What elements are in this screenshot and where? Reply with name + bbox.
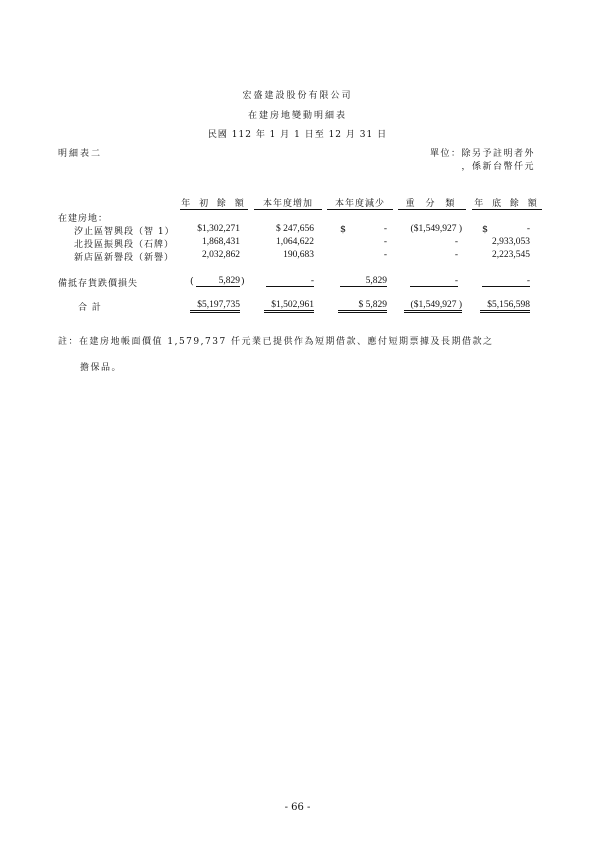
row-value: 2,933,053	[492, 237, 530, 247]
total-value: $5,156,598	[480, 300, 530, 313]
loss-value: 5,829	[340, 276, 387, 287]
loss-value: -	[266, 276, 314, 287]
row-value: -	[454, 237, 458, 247]
row-value: ($1,549,927 )	[410, 224, 462, 234]
col-header-decrease: 本年度減少	[327, 196, 393, 210]
footnote-line1: 註：在建房地帳面價值 1,579,737 仟元業已提供作為短期借款、應付短期票據及長期借款之	[58, 337, 494, 347]
loss-row-label: 備抵存貨跌價損失	[58, 279, 139, 289]
row-value-dollar: $	[482, 224, 489, 235]
total-value: $5,197,735	[190, 300, 240, 313]
footnote-line2: 擔保品。	[80, 363, 123, 373]
row-value: -	[383, 224, 387, 234]
report-title: 在建房地變動明細表	[247, 111, 347, 121]
loss-open-paren: (	[190, 276, 194, 287]
total-value: ($1,549,927 )	[404, 300, 462, 313]
unit-note-line2: ，係新台幣仟元	[461, 162, 535, 172]
row-value: -	[383, 250, 387, 260]
col-header-increase: 本年度增加	[254, 196, 322, 210]
row-value: -	[383, 237, 387, 247]
loss-value: -	[410, 276, 458, 287]
row-label: 汐止區智興段（智 1）	[74, 227, 175, 237]
row-value: 1,064,622	[276, 237, 314, 247]
unit-note-line1: 單位：除另予註明者外	[429, 149, 535, 159]
loss-close-paren: )	[241, 276, 245, 287]
total-value: $1,502,961	[264, 300, 314, 313]
col-header-closing: 年 底 餘 額	[472, 196, 542, 210]
row-value: -	[454, 250, 458, 260]
col-header-reclass: 重 分 類	[398, 196, 466, 210]
col-header-opening: 年 初 餘 額	[180, 196, 248, 210]
row-label: 新店區新譽段（新譽）	[74, 253, 175, 263]
loss-value: 5,829	[196, 276, 240, 287]
loss-value: -	[482, 276, 530, 287]
company-name: 宏盛建設股份有限公司	[242, 91, 353, 101]
row-value-dollar: $	[340, 224, 347, 235]
page-number: - 66 -	[284, 802, 311, 813]
row-value: $ 247,656	[276, 224, 314, 234]
row-value: 2,223,545	[492, 250, 530, 260]
row-value: 1,868,431	[202, 237, 240, 247]
total-value: $ 5,829	[338, 300, 387, 313]
report-period: 民國 112 年 1 月 1 日至 12 月 31 日	[207, 130, 388, 140]
row-label: 北投區振興段（石牌）	[74, 240, 175, 250]
total-row-label: 合 計	[78, 303, 102, 313]
row-value: 190,683	[283, 250, 314, 260]
schedule-number: 明細表二	[58, 149, 103, 159]
section-label: 在建房地：	[58, 214, 109, 224]
row-value: $1,302,271	[197, 224, 240, 234]
row-value: 2,032,862	[202, 250, 240, 260]
row-value: -	[526, 224, 530, 234]
